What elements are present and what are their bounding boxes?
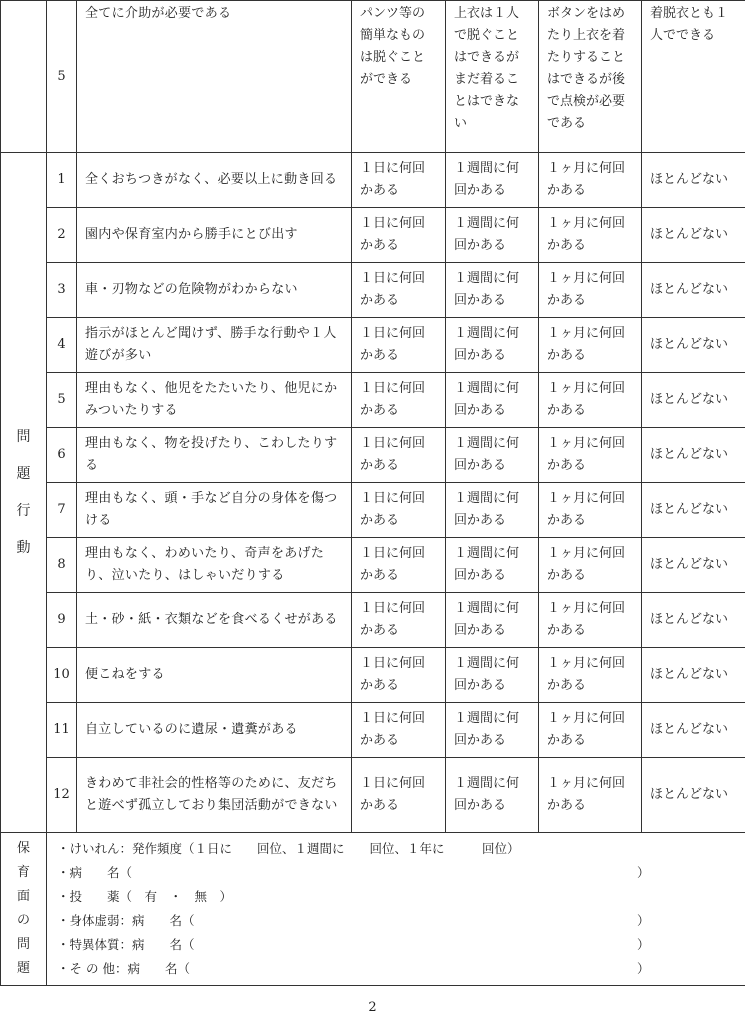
behavior-number: 8 — [47, 538, 77, 593]
dressing-option-4: 着脱衣とも１人でできる — [642, 1, 745, 153]
behavior-number: 11 — [47, 703, 77, 758]
care-problems-category — [1, 833, 47, 986]
frequency-option: １週間に何回かある — [446, 318, 539, 373]
behavior-row — [1, 428, 745, 483]
frequency-option: １日に何回かある — [352, 373, 446, 428]
dressing-option-1: パンツ等の簡単なものは脱ぐことができる — [352, 1, 446, 153]
problem-behavior-category — [1, 153, 47, 833]
behavior-description: きわめて非社会的性格等のために、友だちと遊べず孤立しており集団活動ができない — [77, 758, 352, 833]
frequency-option: １ヶ月に何回かある — [539, 538, 642, 593]
frequency-option: １ヶ月に何回かある — [539, 483, 642, 538]
frequency-option: ほとんどない — [642, 153, 745, 208]
behavior-number: 5 — [47, 373, 77, 428]
behavior-description: 理由もなく、他児をたたいたり、他児にかみついたりする — [77, 373, 352, 428]
category-char: 題 — [16, 961, 30, 976]
behavior-row — [1, 538, 745, 593]
frequency-option: １週間に何回かある — [446, 483, 539, 538]
behavior-rows — [1, 153, 745, 833]
frequency-option: １週間に何回かある — [446, 263, 539, 318]
frequency-option: １日に何回かある — [352, 593, 446, 648]
frequency-option: ほとんどない — [642, 703, 745, 758]
behavior-row — [1, 153, 745, 208]
frequency-option: １ヶ月に何回かある — [539, 263, 642, 318]
category-char: 動 — [16, 539, 31, 556]
frequency-option: １週間に何回かある — [446, 758, 539, 833]
frequency-option: １日に何回かある — [352, 318, 446, 373]
frequency-option: １週間に何回かある — [446, 593, 539, 648]
frequency-option: １日に何回かある — [352, 483, 446, 538]
frequency-option: １日に何回かある — [352, 758, 446, 833]
frequency-option: １ヶ月に何回かある — [539, 593, 642, 648]
behavior-row — [1, 483, 745, 538]
behavior-row — [1, 263, 745, 318]
frequency-option: ほとんどない — [642, 593, 745, 648]
frequency-option: ほとんどない — [642, 648, 745, 703]
behavior-number: 12 — [47, 758, 77, 833]
behavior-row — [1, 758, 745, 833]
frequency-option: １ヶ月に何回かある — [539, 318, 642, 373]
frequency-option: １ヶ月に何回かある — [539, 703, 642, 758]
row-number: 5 — [47, 1, 77, 153]
frequency-option: ほとんどない — [642, 318, 745, 373]
category-char: 面 — [16, 889, 30, 904]
behavior-row — [1, 318, 745, 373]
behavior-description: 理由もなく、物を投げたり、こわしたりする — [77, 428, 352, 483]
behavior-description: 理由もなく、頭・手など自分の身体を傷つける — [77, 483, 352, 538]
category-char: の — [16, 913, 30, 928]
behavior-description: 車・刃物などの危険物がわからない — [77, 263, 352, 318]
frequency-option: ほとんどない — [642, 538, 745, 593]
frequency-option: ほとんどない — [642, 483, 745, 538]
frequency-option: １ヶ月に何回かある — [539, 373, 642, 428]
disease-line: ・病 名（ ） — [57, 865, 650, 880]
category-char: 問 — [16, 428, 31, 445]
behavior-description: 理由もなく、わめいたり、奇声をあげたり、泣いたり、はしゃいだりする — [77, 538, 352, 593]
category-char: 問 — [16, 937, 30, 952]
behavior-number: 1 — [47, 153, 77, 208]
category-char: 保 — [16, 841, 30, 856]
behavior-description: 自立しているのに遺尿・遺糞がある — [77, 703, 352, 758]
frequency-option: １週間に何回かある — [446, 428, 539, 483]
frequency-option: １ヶ月に何回かある — [539, 758, 642, 833]
frequency-option: １日に何回かある — [352, 208, 446, 263]
empty-category-cell — [1, 1, 47, 153]
care-problems-notes — [47, 833, 745, 986]
dressing-option-2: 上衣は１人で脱ぐことはできるがまだ着ることはできない — [446, 1, 539, 153]
frequency-option: １日に何回かある — [352, 703, 446, 758]
seizure-line: ・けいれん：発作頻度（１日に 回位、１週間に 回位、１年に 回位） — [57, 841, 520, 856]
special-constitution-line: ・特異体質：病 名（ ） — [57, 937, 650, 952]
category-char: 行 — [16, 502, 31, 519]
frequency-option: １週間に何回かある — [446, 538, 539, 593]
frequency-option: １日に何回かある — [352, 538, 446, 593]
behavior-row — [1, 373, 745, 428]
behavior-number: 9 — [47, 593, 77, 648]
frequency-option: １週間に何回かある — [446, 703, 539, 758]
frequency-option: １週間に何回かある — [446, 208, 539, 263]
behavior-number: 7 — [47, 483, 77, 538]
frequency-option: １週間に何回かある — [446, 648, 539, 703]
behavior-row — [1, 648, 745, 703]
weak-body-line: ・身体虚弱：病 名（ ） — [57, 913, 650, 928]
behavior-description: 土・砂・紙・衣類などを食べるくせがある — [77, 593, 352, 648]
behavior-number: 6 — [47, 428, 77, 483]
behavior-number: 10 — [47, 648, 77, 703]
frequency-option: １ヶ月に何回かある — [539, 153, 642, 208]
dressing-option-3: ボタンをはめたり上衣を着たりすることはできるが後で点検が必要である — [539, 1, 642, 153]
medication-line: ・投 薬（ 有 ・ 無 ） — [57, 889, 233, 904]
care-problems-row — [1, 833, 745, 986]
behavior-row — [1, 593, 745, 648]
category-char: 題 — [16, 465, 31, 482]
frequency-option: １日に何回かある — [352, 428, 446, 483]
frequency-option: １ヶ月に何回かある — [539, 208, 642, 263]
frequency-option: １週間に何回かある — [446, 373, 539, 428]
frequency-option: １ヶ月に何回かある — [539, 648, 642, 703]
frequency-option: １日に何回かある — [352, 648, 446, 703]
behavior-number: 2 — [47, 208, 77, 263]
behavior-description: 便こねをする — [77, 648, 352, 703]
frequency-option: ほとんどない — [642, 428, 745, 483]
frequency-option: １日に何回かある — [352, 263, 446, 318]
category-char: 育 — [16, 865, 30, 880]
behavior-description: 指示がほとんど聞けず、勝手な行動や１人遊びが多い — [77, 318, 352, 373]
behavior-number: 4 — [47, 318, 77, 373]
behavior-row — [1, 208, 745, 263]
frequency-option: １週間に何回かある — [446, 153, 539, 208]
frequency-option: ほとんどない — [642, 208, 745, 263]
behavior-description: 全くおちつきがなく、必要以上に動き回る — [77, 153, 352, 208]
frequency-option: ほとんどない — [642, 263, 745, 318]
behavior-description: 園内や保育室内から勝手にとび出す — [77, 208, 352, 263]
behavior-number: 3 — [47, 263, 77, 318]
other-line: ・そ の 他：病 名（ ） — [57, 961, 650, 976]
behavior-row — [1, 703, 745, 758]
frequency-option: １日に何回かある — [352, 153, 446, 208]
row-description: 全てに介助が必要である — [77, 1, 352, 153]
frequency-option: ほとんどない — [642, 758, 745, 833]
page-number: 2 — [368, 1000, 377, 1015]
dressing-row — [1, 1, 745, 153]
frequency-option: １ヶ月に何回かある — [539, 428, 642, 483]
frequency-option: ほとんどない — [642, 373, 745, 428]
